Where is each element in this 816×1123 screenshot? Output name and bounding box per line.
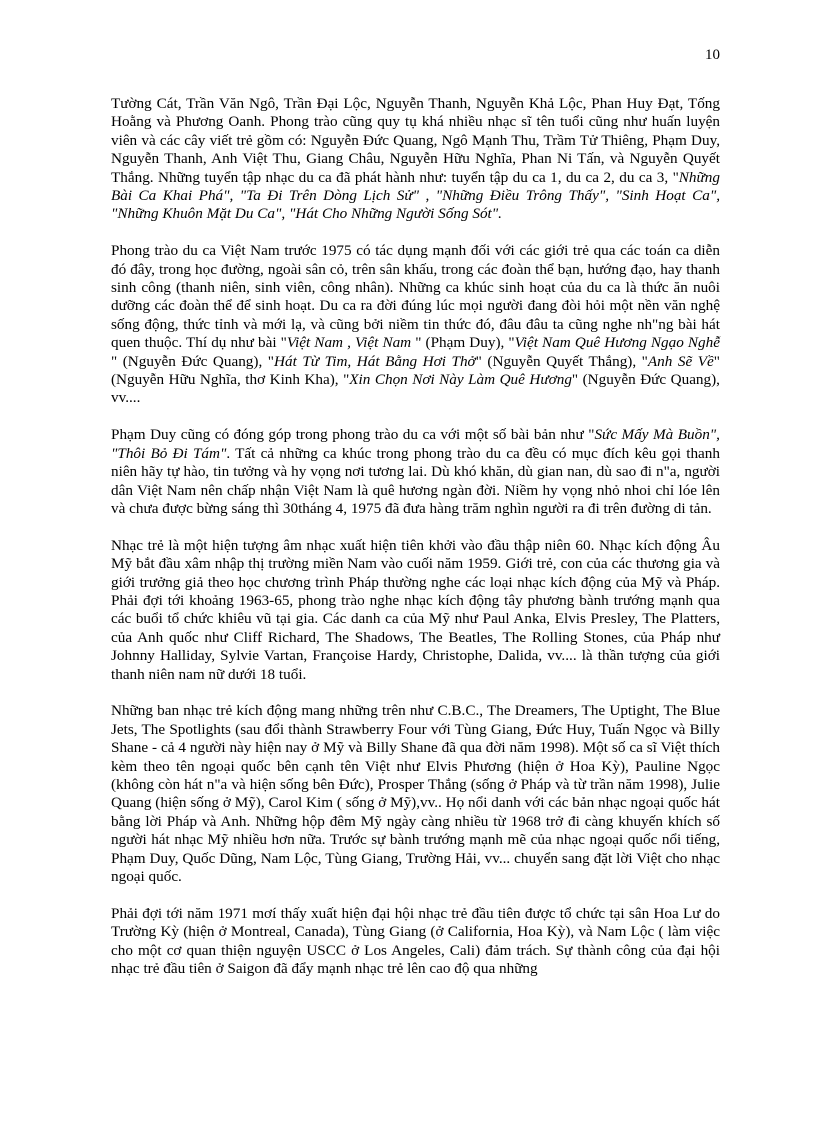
text-run: Tường Cát, Trần Văn Ngô, Trần Đại Lộc, Nguyễn Thanh, Nguyễn Khả Lộc, Phan Huy Đạt, Tống Hoằng và Phương Oanh. Phong trào cũng quy tụ khá nhiều nhạc sĩ tên tuổi cũng như huấn luyện viên và các cây viết trẻ gồm có: Nguyễn Đức Quang, Ngô Mạnh Thu, Trầm Tử Thiêng, Phạm Duy, Nguyễn Thanh, Anh Việt Thu, Giang Châu, Nguyễn Hữu Nghĩa, Phan Ni Tấn, và Nguyễn Quyết Thắng. Những tuyển tập nhạc du ca đã phát hành như: tuyển tập du ca 1, du ca 2, du ca 3, " — [111, 95, 720, 186]
paragraph — [111, 95, 720, 224]
text-run: . Tất cả những ca khúc trong phong trào du ca đều có mục đích kêu gọi thanh niên hãy tự hào, tin tưởng và hy vọng nơi tương lai. Dù khó khăn, dù gian nan, dù sao đi n"a, người dân Việt Nam nên chấp nhận Việt Nam là quê hương ngàn đời. Niềm hy vọng nhỏ nhoi chỉ lóe lên và chưa được bừng sáng thì 30tháng 4, 1975 đã đưa hàng trăm nghìn người ra đi trên đường di tản. — [111, 444, 720, 517]
page-number: 10 — [705, 47, 720, 63]
paragraph — [111, 537, 720, 684]
italic-title-run: Xin Chọn Nơi Này Làm Quê Hương — [349, 371, 572, 389]
italic-title-run: Sức Mấy Mà Buồn", "Thôi Bỏ Đi Tám" — [111, 426, 720, 462]
paragraph — [111, 905, 720, 979]
italic-title-run: Những Bài Ca Khai Phá", "Ta Đi Trên Dòng Lịch Sử" , "Những Điều Trông Thấy", "Sinh Hoạt Ca", "Những Khuôn Mặt Du Ca", "Hát Cho Những Người Sống Sót". — [111, 168, 720, 223]
body-text — [111, 95, 720, 997]
text-run: Phạm Duy cũng có đóng góp trong phong trào du ca với một số bài bản như " — [111, 426, 595, 444]
paragraph — [111, 426, 720, 518]
text-run: " (Nguyễn Đức Quang), vv.... — [111, 371, 720, 407]
text-run: " (Nguyễn Quyết Thắng), " — [475, 352, 648, 370]
italic-title-run: Anh Sẽ Về — [647, 352, 714, 370]
text-run: Phong trào du ca Việt Nam trước 1975 có tác dụng mạnh đối với các giới trẻ qua các toán ca diễn đó đây, trong học đường, ngoài sân cỏ, trên sân khấu, trong các đoàn thể bạn, hướng đạo, hay thanh sinh công (thanh niên, sinh viên, công nhân). Những ca khúc sinh hoạt của du ca là thức ăn nuôi dưỡng các đoàn thể để sinh hoạt. Du ca ra đời đúng lúc mọi người đang đòi hỏi một nền văn nghệ sống động, thức tỉnh và mới lạ, và cũng bởi niềm tin thức đó, đâu đâu ta cũng nghe nh"ng bài hát quen thuộc. Thí dụ như bài " — [111, 242, 720, 352]
text-run: Những ban nhạc trẻ kích động mang những trên như C.B.C., The Dreamers, The Uptight, The Blue Jets, The Spotlights (sau đổi thành Strawberry Four với Tùng Giang, Đức Huy, Tuấn Ngọc và Billy Shane - cả 4 người này hiện nay ở Mỹ và Billy Shane đã qua đời năm 1998). Một số ca sĩ Việt thích kèm theo tên ngoại quốc bên cạnh tên Việt như Elvis Phương (hiện ở Hoa Kỳ), Pauline Ngọc (không còn hát n"a và hiện sống bên Đức), Prosper Thắng (sống ở Pháp và từ trần năm 1998), Julie Quang (hiện sống ở Mỹ), Carol Kim ( sống ở Mỹ),vv.. Họ nổi danh với các bản nhạc ngoại quốc hát bằng lời Pháp và Anh. Những hộp đêm Mỹ ngày càng nhiều từ 1968 trở đi càng khuyến khích số người hát nhạc Mỹ nhiều hơn nữa. Trước sự bành trướng mạnh mẽ của nhạc ngoại quốc nổi tiếng, Phạm Duy, Quốc Dũng, Nam Lộc, Tùng Giang, Trường Hải, vv... chuyển sang đặt lời Việt cho nhạc ngoại quốc. — [111, 702, 720, 885]
text-run: " (Nguyễn Hữu Nghĩa, thơ Kinh Kha), " — [111, 352, 720, 389]
paragraph — [111, 702, 720, 886]
text-run: Nhạc trẻ là một hiện tượng âm nhạc xuất hiện tiên khởi vào đầu thập niên 60. Nhạc kích động Âu Mỹ bắt đầu xâm nhập thị trường miền Nam vào cuối năm 1959. Giới trẻ, con của các thương gia và giới trưởng giả theo học chương trình Pháp thường nghe các loại nhạc kích động của Mỹ và Pháp. Phải đợi tới khoảng 1963-65, phong trào nghe nhạc kích động tây phương bành trướng mạnh qua các buổi tổ chức khiêu vũ tại gia. Các danh ca của Mỹ như Paul Anka, Elvis Presley, The Platters, của Anh quốc như Cliff Richard, The Shadows, The Beatles, The Rolling Stones, của Pháp như Johnny Halliday, Sylvie Vartan, Françoise Hardy, Christophe, Dalida, vv.... là thần tượng của giới thanh niên nam nữ dưới 18 tuổi. — [111, 536, 720, 683]
text-run: " (Phạm Duy), " — [411, 334, 515, 352]
italic-title-run: Việt Nam Quê Hương Ngạo Nghễ — [514, 334, 720, 352]
italic-title-run: Việt Nam , Việt Nam — [286, 334, 412, 352]
text-run: " (Nguyễn Đức Quang), " — [111, 352, 275, 370]
paragraph — [111, 242, 720, 408]
text-run: Phải đợi tới năm 1971 mơí thấy xuất hiện đại hội nhạc trẻ đầu tiên được tổ chức tại sân Hoa Lư do Trường Kỳ (hiện ở Montreal, Canada), Tùng Giang (ở California, Hoa Kỳ), và Nam Lộc ( làm việc cho một cơ quan thiện nguyện USCC ở Los Angeles, Cali) đảm trách. Sự thành công của đại hội nhạc trẻ đầu tiên ở Saigon đã đẩy mạnh nhạc trẻ lên cao độ qua những — [111, 904, 720, 978]
italic-title-run: Hát Từ Tim, Hát Bằng Hơi Thở — [274, 352, 476, 370]
